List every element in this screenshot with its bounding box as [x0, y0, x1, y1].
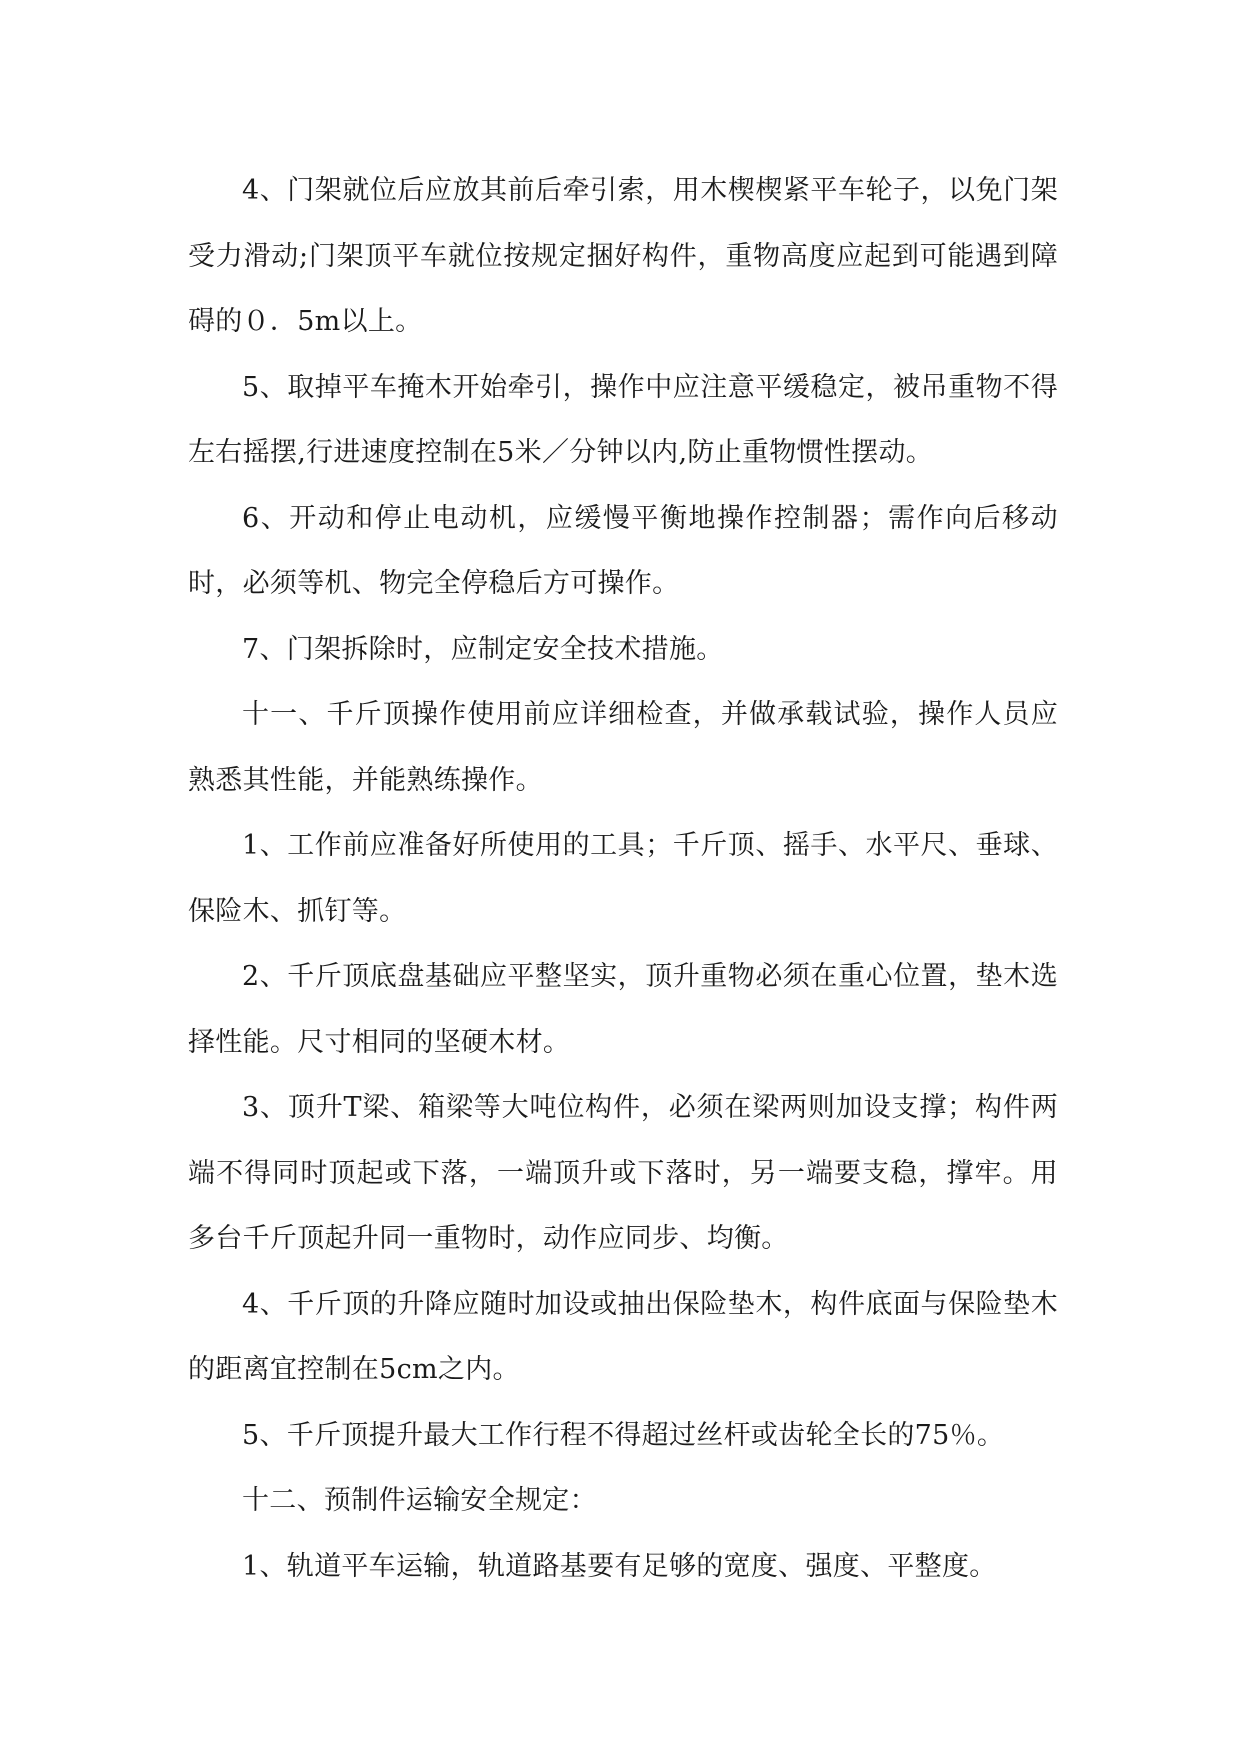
paragraph: 4、门架就位后应放其前后牵引索，用木楔楔紧平车轮子，以免门架受力滑动;门架顶平车就位按规定捆好构件，重物高度应起到可能遇到障碍的０．5m以上。 [188, 175, 1058, 337]
paragraph: 1、轨道平车运输，轨道路基要有足够的宽度、强度、平整度。 [242, 1550, 997, 1582]
paragraph: 5、千斤顶提升最大工作行程不得超过丝杆或齿轮全长的75％。 [242, 1419, 1005, 1451]
paragraph: 5、取掉平车掩木开始牵引，操作中应注意平缓稳定，被吊重物不得左右摇摆,行进速度控制在5米／分钟以内,防止重物惯性摆动。 [188, 371, 1058, 468]
section-heading-paragraph: 十一、千斤顶操作使用前应详细检查，并做承载试验，操作人员应熟悉其性能，并能熟练操作。 [188, 699, 1058, 796]
paragraph: 2、千斤顶底盘基础应平整坚实，顶升重物必须在重心位置，垫木选择性能。尺寸相同的坚硬木材。 [188, 961, 1058, 1058]
paragraph: 6、开动和停止电动机，应缓慢平衡地操作控制器；需作向后移动时，必须等机、物完全停稳后方可操作。 [188, 502, 1058, 599]
section-heading-paragraph: 十二、预制件运输安全规定： [242, 1485, 597, 1516]
paragraph: 7、门架拆除时，应制定安全技术措施。 [242, 633, 724, 665]
paragraph: 1、工作前应准备好所使用的工具；千斤顶、摇手、水平尺、垂球、保险木、抓钉等。 [188, 830, 1058, 927]
paragraph: 4、千斤顶的升降应随时加设或抽出保险垫木，构件底面与保险垫木的距离宜控制在5cm之内。 [188, 1288, 1058, 1385]
paragraph: 3、顶升T梁、箱梁等大吨位构件，必须在梁两则加设支撑；构件两端不得同时顶起或下落，一端顶升或下落时，另一端要支稳，撑牢。用多台千斤顶起升同一重物时，动作应同步、均衡。 [188, 1092, 1058, 1254]
document-body [188, 158, 1058, 1599]
